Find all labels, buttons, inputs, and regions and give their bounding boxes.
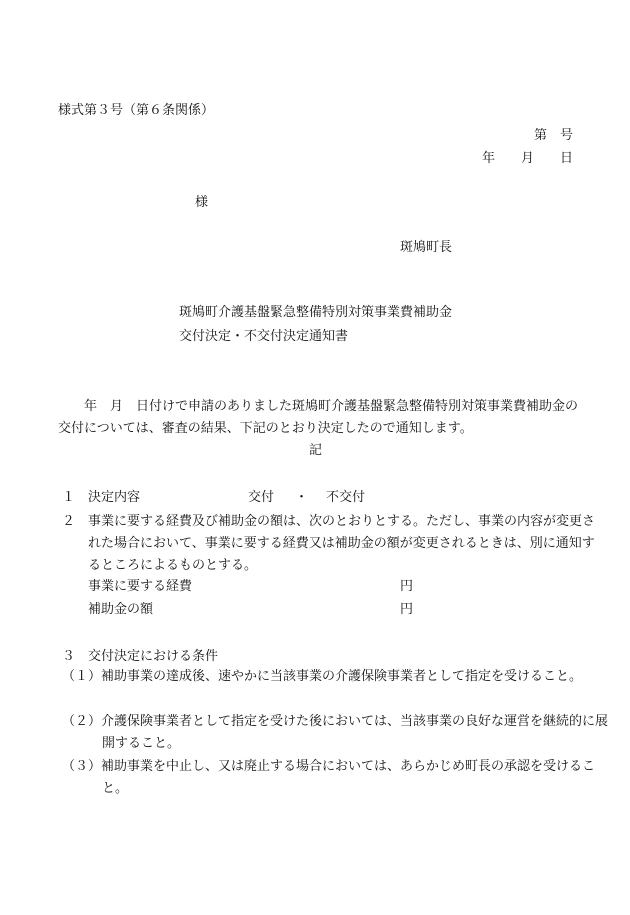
item1-label: １ 決定内容 — [62, 490, 141, 505]
cost-label: 事業に要する経費 — [88, 579, 193, 594]
form-number: 様式第３号（第６条関係） — [58, 103, 215, 118]
condition-2: （２）介護保険事業者として指定を受けた後においては、当該事業の良好な運営を継続的に展開すること。 — [62, 714, 609, 751]
condition-1: （１）補助事業の達成後、速やかに当該事業の介護保険事業者として指定を受けること。 — [62, 669, 583, 684]
item1-separator: ・ — [295, 490, 309, 505]
grant-label: 補助金の額 — [88, 602, 154, 617]
condition-3: （３）補助事業を中止し、又は廃止する場合においては、あらかじめ町長の承認を受けること。 — [62, 759, 596, 796]
addressee-suffix: 様 — [195, 195, 209, 210]
item3-label: ３ 交付決定における条件 — [62, 649, 219, 664]
item1-no-grant: 不交付 — [326, 490, 366, 505]
cost-unit: 円 — [400, 579, 414, 594]
document-title-line1: 斑鳩町介護基盤緊急整備特別対策事業費補助金 — [179, 305, 453, 320]
item1-grant: 交付 — [248, 490, 275, 505]
item2-paragraph: ２ 事業に要する経費及び補助金の額は、次のとおりとする。ただし、事業の内容が変更された場合において、事業に要する経費又は補助金の額が変更されるときは、別に通知するところによるものとする。 — [62, 514, 596, 573]
grant-unit: 円 — [400, 602, 414, 617]
issuer-name: 斑鳩町長 — [400, 240, 453, 255]
document-date: 年 月 日 — [481, 151, 573, 166]
body-paragraph: 年 月 日付けで申請のありました斑鳩町介護基盤緊急整備特別対策事業費補助金の交付については、審査の結果、下記のとおり決定したので通知します。 — [58, 399, 579, 436]
document-number: 第 号 — [533, 128, 573, 143]
ki-heading: 記 — [309, 443, 323, 458]
document-title-line2: 交付決定・不交付決定通知書 — [179, 329, 349, 344]
